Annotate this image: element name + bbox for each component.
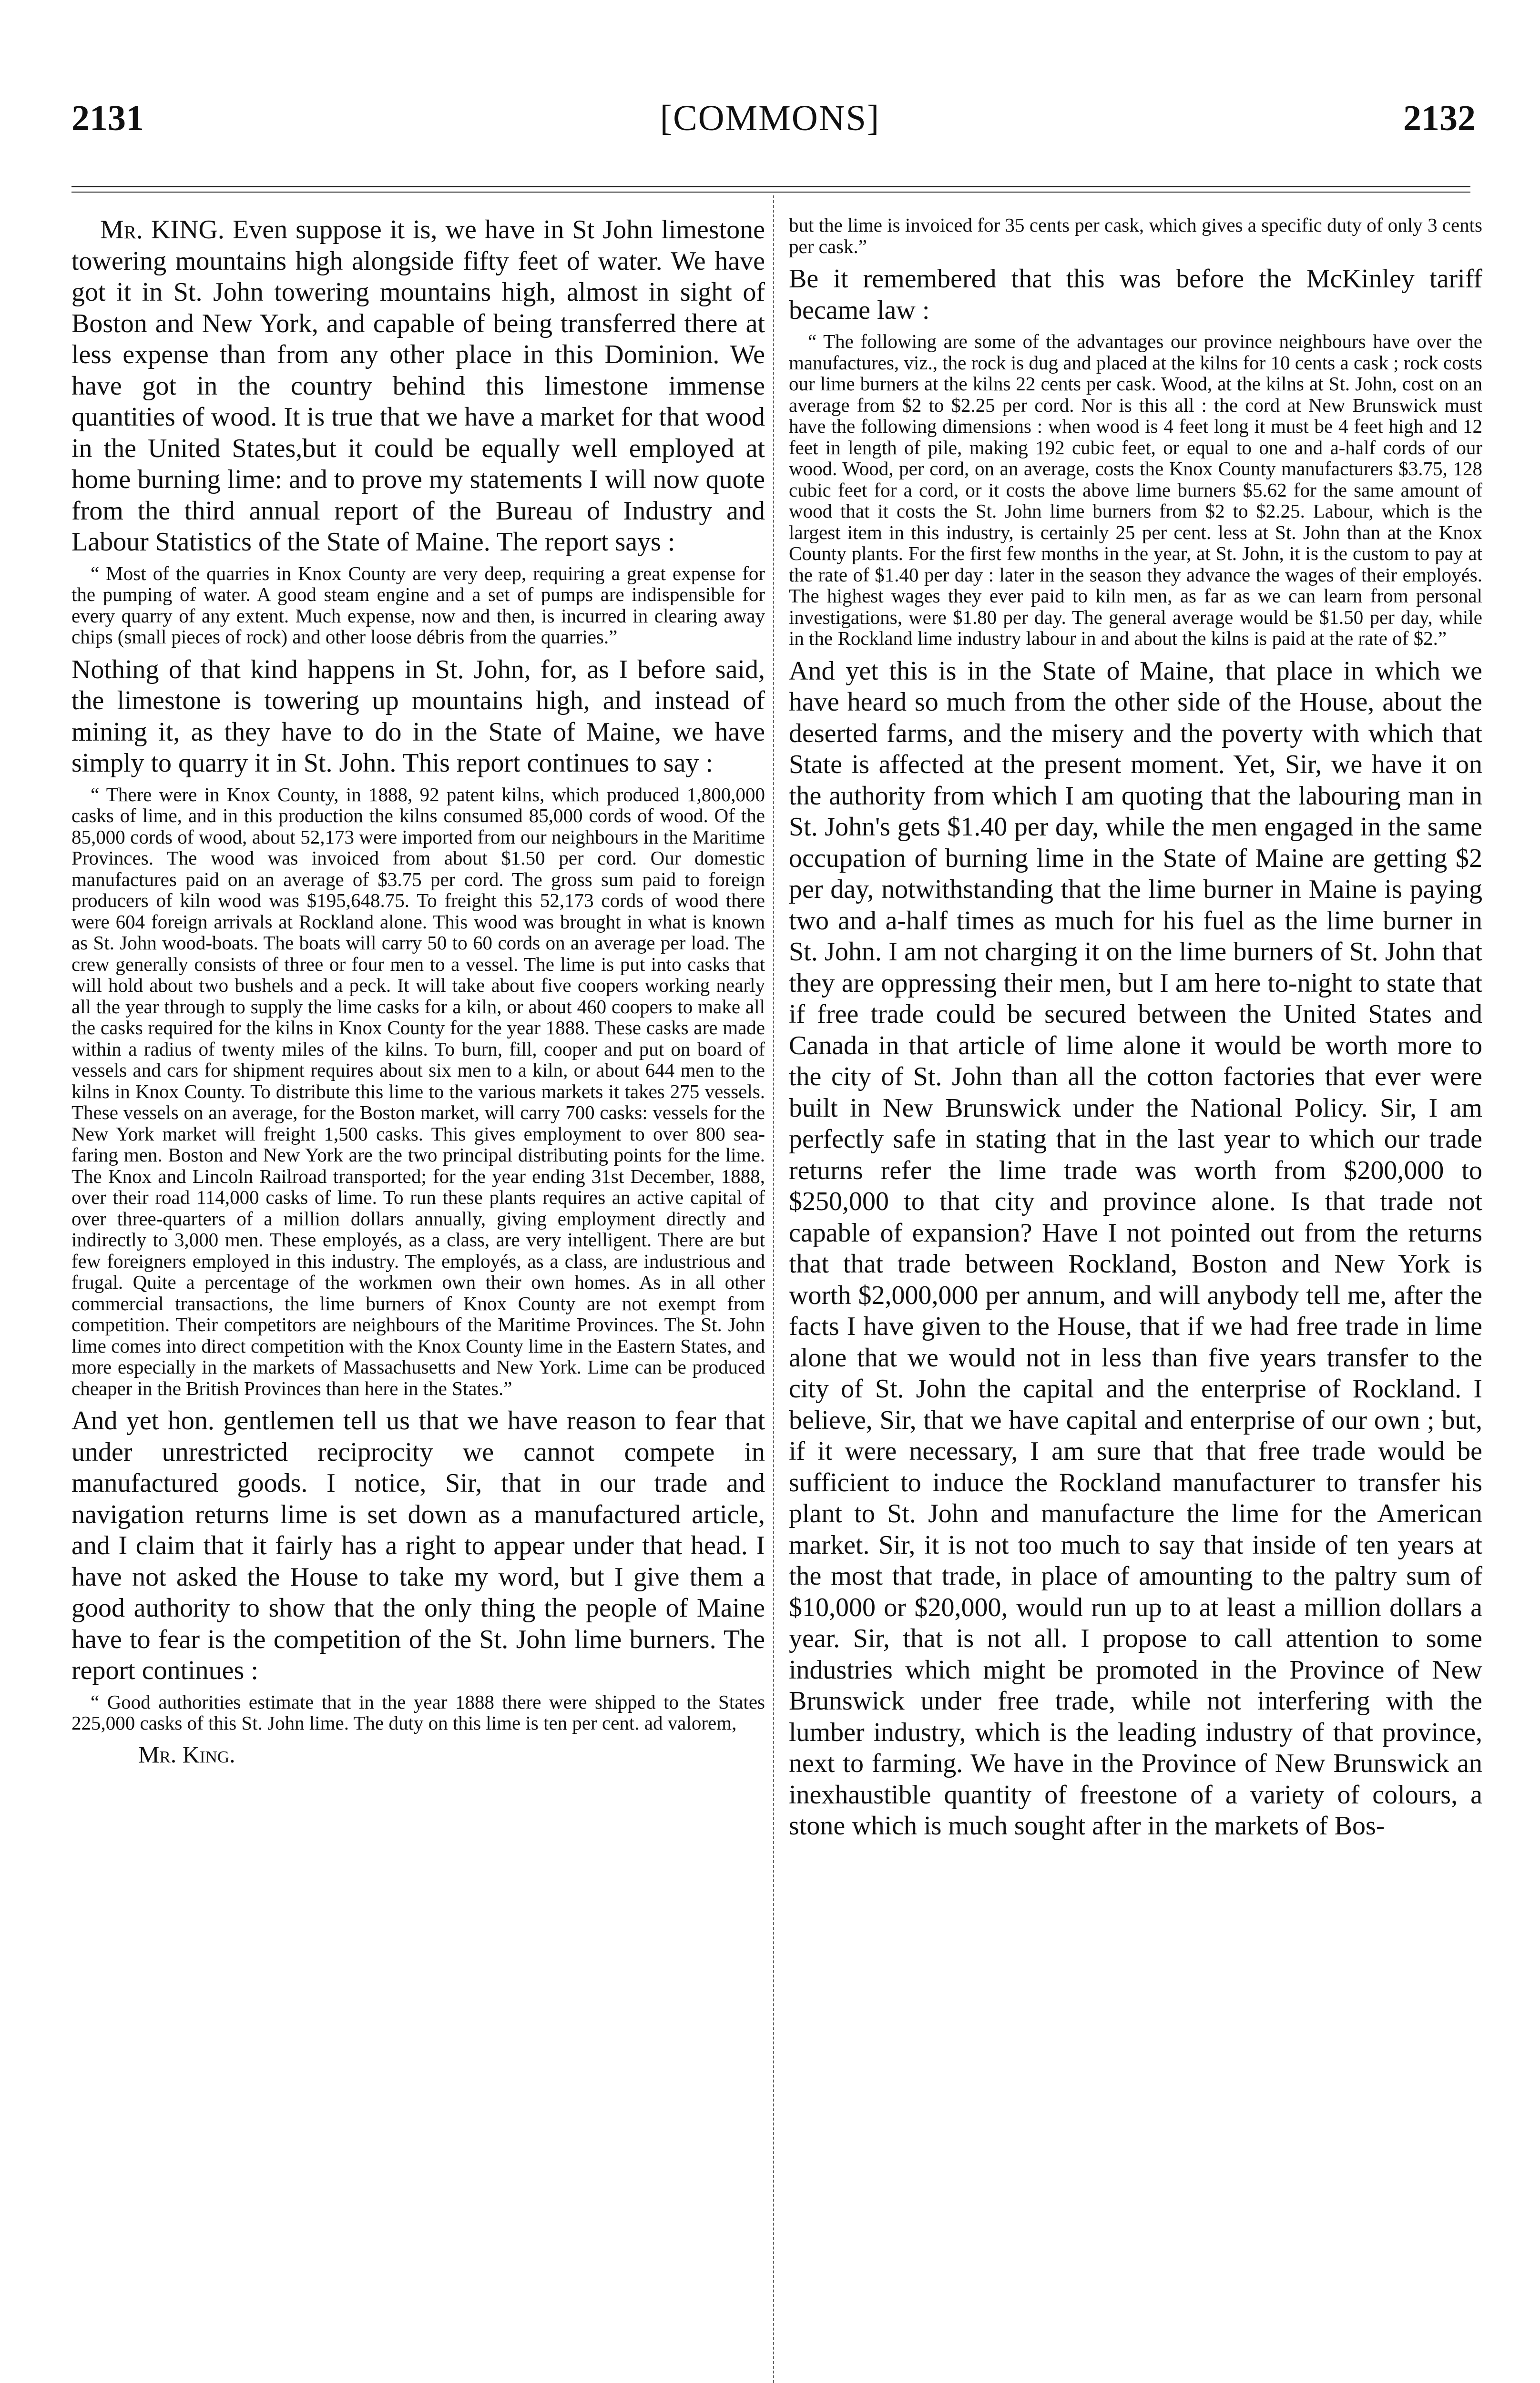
page-header [0,98,1540,150]
quoted-report: “ Most of the quarries in Knox County are very deep, requiring a great expense for the pumping of water. A good steam engine and a set of pumps are indispensible for every quarry of any extent. Much expense, now and then, is incurred in clearing away chips (small pieces of rock) and other loose débris from the quarries.” [71,562,765,648]
page-number-left: 2131 [71,98,144,138]
speech-text: Even suppose it is, we have in St John limestone towering mountains high alongside fifty feet of water. We have got it in St. John towering mountains high, almost in sight of Boston and New York, and capable of being transferred there at less expense than from any other place in this Dominion. We have got in the country behind this limestone immense quantities of wood. It is true that we have a market for that wood in the United States,but it could be equally well employed at home burning lime: and to prove my statements I will now quote from the third annual report of the Bureau of Industry and Labour Statistics of the State of Maine. The report says : [71,215,765,557]
column-divider [773,195,774,2383]
speaker-name: Mr. KING. [100,215,224,244]
left-column [71,214,765,1768]
quoted-report-continued: but the lime is invoiced for 35 cents per cask, which gives a specific duty of only 3 cents per cask.” [789,214,1482,257]
speech-paragraph: Nothing of that kind happens in St. John, for, as I before said, the limestone is towering up mountains high, and instead of mining it, as they have to do in the State of Maine, we have simply to quarry it in St. John. This report continues to say : [71,654,765,778]
speech-paragraph: Be it remembered that this was before the McKinley tariff became law : [789,264,1482,325]
right-column [789,214,1482,1842]
speech-paragraph: And yet this is in the State of Maine, that place in which we have heard so much from the other side of the House, about the deserted farms, and the misery and the poverty with which that State is affected at the present moment. Yet, Sir, we have it on the authority from which I am quoting that the labouring man in St. John's gets $1.40 per day, while the men engaged in the same occupation of burning lime in the State of Maine are getting $2 per day, notwithstanding that the lime burner in Maine is paying two and a-half times as much for his fuel as the lime burner in St. John. I am not charging it on the lime burners of St. John that they are oppressing their men, but I am here to-night to state that if free trade could be secured between the United States and Canada in that article of lime alone it would be worth more to the city of St. John than all the cotton factories that ever were built in New Brunswick under the National Policy. Sir, I am perfectly safe in stating that in the last year to which our trade returns refer the lime trade was worth from $200,000 to $250,000 to that city and province alone. Is that trade not capable of expansion? Have I not pointed out from the returns that that trade between Rockland, Boston and New York is worth $2,000,000 per annum, and will anybody tell me, after the facts I have given to the House, that if we had free trade in lime alone that we would not in less than five years transfer to the city of St. John the capital and the enterprise of Rockland. I believe, Sir, that we have capital and enterprise of our own ; but, if it were necessary, I am sure that that free trade would be sufficient to induce the Rockland manufacturer to transfer his plant to St. John and manufacture the lime for the American market. Sir, it is not too much to say that inside of ten years at the most that trade, in place of amounting to the paltry sum of $10,000 or $20,000, would run up to at least a million dollars a year. Sir, that is not all. I propose to call attention to some industries which might be promoted in the Province of New Brunswick under free trade, while not interfering with the lumber industry, which is the leading industry of that province, next to farming. We have in the Province of New Brunswick an inexhaustible quantity of freestone of a variety of colours, a stone which is much sought after in the markets of Bos- [789,656,1482,1841]
quoted-report: “ There were in Knox County, in 1888, 92 patent kilns, which produced 1,800,000 casks of lime, and in this production the kilns consumed 85,000 cords of wood. Of the 85,000 cords of wood, about 52,173 were imported from our neighbours in the Maritime Provinces. The wood was invoiced from about $1.50 per cord. Our domestic manufactures paid on an average of $3.75 per cord. The gross sum paid to foreign producers of kiln wood was $195,648.75. To freight this 52,173 cords of wood there were 604 foreign arrivals at Rockland alone. This wood was brought in what is known as St. John wood-boats. The boats will carry 50 to 60 cords on an average per load. The crew generally consists of three or four men to a vessel. The lime is put into casks that will hold about two bushels and a peck. It will take about five coopers working nearly all the year through to supply the lime casks for a kiln, or about 460 coopers to make all the casks required for the kilns in Knox County for the year 1888. These casks are made within a radius of twenty miles of the kilns. To burn, fill, cooper and put on board of vessels and cars for shipment requires about six men to a kiln, or about 644 men to the kilns in Knox County. To distribute this lime to the various markets it takes 275 vessels. These vessels on an average, for the Boston market, will carry 700 casks: vessels for the New York market will freight 1,500 casks. This gives employment to over 800 sea-faring men. Boston and New York are the two principal distributing points for the lime. The Knox and Lincoln Railroad transported; for the year ending 31st December, 1888, over their road 114,000 casks of lime. To run these plants requires an active capital of over three-quarters of a million dollars annually, giving employment directly and indirectly to 3,000 men. These employés, as a class, are very intelligent. There are but few foreigners employed in this industry. The employés, as a class, are industrious and frugal. Quite a percentage of the workmen own their own homes. As in all other commercial transactions, the lime burners of Knox County are not exempt from competition. Their competitors are neighbours of the Maritime Provinces. The St. John lime comes into direct competition with the Knox County lime in the Eastern States, and more especially in the markets of Massachusetts and New York. Lime can be produced cheaper in the British Provinces than here in the States.” [71,783,765,1399]
header-title: [COMMONS] [660,98,880,138]
footer-speaker: Mr. King. [138,1741,235,1768]
speech-paragraph: And yet hon. gentlemen tell us that we have reason to fear that under unrestricted reciprocity we cannot compete in manufactured goods. I notice, Sir, that in our trade and navigation returns lime is set down as a manufactured article, and I claim that it fairly has a right to appear under that head. I have not asked the House to take my word, but I give them a good authority to show that the only thing the people of Maine have to fear is the competition of the St. John lime burners. The report continues : [71,1406,765,1685]
header-rule-thin [71,192,1470,193]
speech-paragraph [71,214,765,558]
quoted-report: “ The following are some of the advantages our province neighbours have over the manufactures, viz., the rock is dug and placed at the kilns for 10 cents a cask ; rock costs our lime burners at the kilns 22 cents per cask. Wood, at the kilns at St. John, cost on an average from $2 to $2.25 per cord. Nor is this all : the cord at New Brunswick must have the following dimensions : when wood is 4 feet long it must be 4 feet high and 12 feet in length of pile, making 192 cubic feet, or equal to one and a-half cords of our wood. Wood, per cord, on an average, costs the Knox County manufacturers $3.75, 128 cubic feet for a cord, or it costs the above lime burners $5.62 for the same amount of wood that it costs the St. John lime burners from $2 to $2.25. Labour, which is the largest item in this industry, is certainly 25 per cent. less at St. John than at the Knox County plants. For the first few months in the year, at St. John, it is the custom to pay at the rate of $1.40 per day : later in the season they advance the wages of their employés. The highest wages they ever paid to kiln men, as far as we can learn from personal investigations, were $1.80 per day. The general average would be $1.50 per day, while in the Rockland lime industry labour in and about the kilns is paid at the rate of $2.” [789,330,1482,649]
quoted-report: “ Good authorities estimate that in the year 1888 there were shipped to the States 225,000 casks of this St. John lime. The duty on this lime is ten per cent. ad valorem, [71,1691,765,1734]
page-number-right: 2132 [1403,98,1476,138]
header-rule [71,186,1470,187]
